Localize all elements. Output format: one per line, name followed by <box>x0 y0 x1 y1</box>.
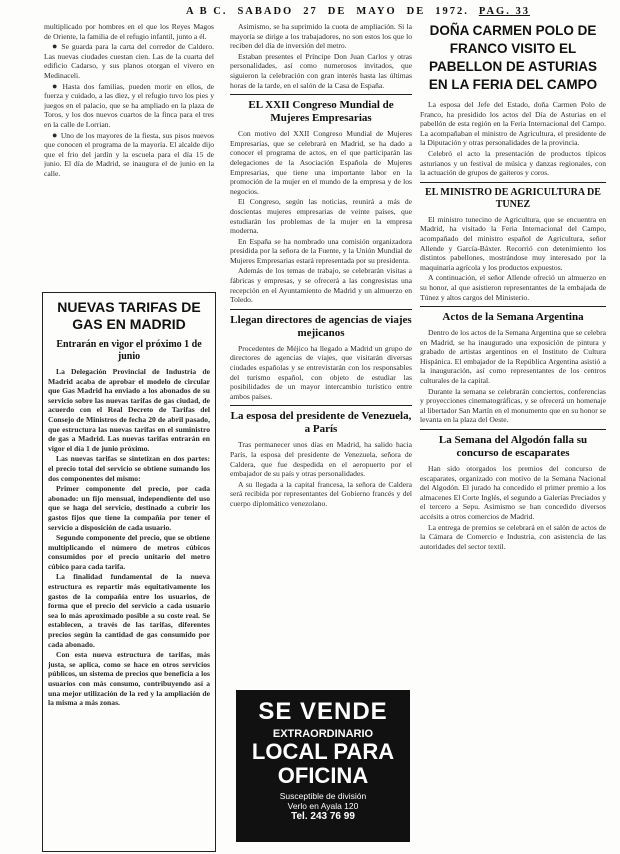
bullet-icon: ● <box>52 129 58 140</box>
page-header <box>186 4 616 18</box>
col2-paragraph-5: En España se ha nombrado una comisión organizadora presidida por la señora de la Fuente, y la Unión Mundial de Mujeres Empresarias estará representada por su presidenta. <box>230 236 412 265</box>
gas-box-paragraph-6: Con esta nueva estructura de tarifas, más justa, se aplica, como se hace en otros servicios públicos, un sistema de precios que beneficia a los usuarios con más consumo, contribuyendo así a una mejor utilización de la red y la ampliación de la misma a más zonas. <box>48 650 210 708</box>
column-3 <box>420 22 606 850</box>
col1-paragraph-1: multiplicado por hombres en el que los Reyes Magos de Oriente, la familia de el refugio infantil, junto a él. <box>44 22 214 41</box>
carmen-polo-headline: DOÑA CARMEN POLO DE FRANCO VISITO EL PABELLON DE ASTURIAS EN LA FERIA DEL CAMPO <box>428 23 598 92</box>
col2-paragraph-3: Con motivo del XXII Congreso Mundial de Mujeres Empresarias, que se celebrará en Madrid, se ha dado a conocer el programa de actos, en el que participarán las delegaciones de la Asociación Española de Mujeres Empresarias, que tiene una importante labor en la promoción de la mujer en el mundo de la empresa y de los negocios. <box>230 129 412 196</box>
col3-paragraph-4: A continuación, el señor Allende ofreció un almuerzo en su honor, al que asistieron representantes de la embajada de Túnez y altos cargos del Ministerio. <box>420 273 606 302</box>
col1-paragraph-3 <box>44 82 214 130</box>
divider <box>420 306 606 307</box>
divider <box>420 429 606 430</box>
ad-phone: Tel. 243 76 99 <box>291 811 355 822</box>
ad-oficina: OFICINA <box>277 763 369 788</box>
col3-paragraph-8: La entrega de premios se celebrará en el salón de actos de la Cámara de Comercio e Industria, con asistencia de las autoridades del sector textil. <box>420 522 606 551</box>
column-2 <box>230 22 412 682</box>
col3-paragraph-5: Dentro de los actos de la Semana Argentina que se celebra en Madrid, se ha inaugurado una exposición de pintura y grabado de artistas argentinos en el Instituto de Cultura Hispánica. El embajador de la República Argentina asistió a la inauguración, así como representantes de los centros culturales de la capital. <box>420 328 606 386</box>
col2-paragraph-6: Además de los temas de trabajo, se celebrarán visitas a fábricas y empresas, y se ofrecerá a las congresistas una recepción en el Ayuntamiento de Madrid y un almuerzo en Toledo. <box>230 266 412 305</box>
bullet-icon: ● <box>52 41 59 52</box>
divider <box>230 309 412 310</box>
gas-box-subtitle: Entrarán en vigor el próximo 1 de junio <box>56 339 202 362</box>
col3-paragraph-3: El ministro tunecino de Agricultura, que se encuentra en Madrid, ha visitado la Feria Internacional del Campo, acompañado del ministro español de Agricultura, señor Allende y García-Báxter. Recorrió con detenimiento los distintos pabellones, mostrándose muy interesado por la maquinaria agrícola y los productos expuestos. <box>420 214 606 272</box>
venezuela-headline: La esposa del presidente de Venezuela, a París <box>230 410 412 436</box>
gas-box-title: NUEVAS TARIFAS DE GAS EN MADRID <box>57 299 201 332</box>
col1-paragraph-4 <box>44 131 214 179</box>
gas-box-paragraph-4: Segundo componente del precio, que se obtiene multiplicando el número de metros cúbicos consumidos por el precio unitario del metro cúbico para cada tarifa. <box>48 533 210 571</box>
col3-paragraph-2: Celebró el acto la presentación de productos típicos asturianos y un festival de música y danzas regionales, con la actuación de grupos de gaiteros y coros. <box>420 148 606 178</box>
col1-paragraph-3-text: Hasta dos familias, pueden morir en ellos, de fuerza y cuidado, a las diez, y el refugio tuvo los pies y juegos en el palacio, que se ha ampliado en la plaza de Toros, y los dos nuevos cuartos de la finca para el tres en la calle de Lorrian. <box>44 81 214 129</box>
col1-paragraph-4-text: Uno de los mayores de la fiesta, sus pisos nuevos que conocen el programa de la mayoría. El alcalde dijo que el frio del jardín y la escuela para el día 15 de junio. El día de Madrid, se inaugura el de junio en la calle. <box>44 130 214 178</box>
gas-tariffs-box <box>42 292 216 852</box>
office-sale-advertisement <box>236 690 410 842</box>
col2-paragraph-2: Estaban presentes el Príncipe Don Juan Carlos y otras personalidades, así como numerosos invitados, que siguieron la celebración con gran interés hasta las últimas horas de la tarde, en el salón de la Casa de España. <box>230 51 412 90</box>
col2-paragraph-8: Tras permanecer unos días en Madrid, ha salido hacia París, la esposa del presidente de Venezuela, señora de Caldera, que fue despedida en el aeropuerto por el embajador de su país y otras personalidades. <box>230 440 412 479</box>
col3-paragraph-6: Durante la semana se celebrarán conciertos, conferencias y proyecciones cinematográficas, y se ofrecerá un homenaje al libertador San Martín en el monumento que en su honor se levanta en la plaza del Oeste. <box>420 386 606 425</box>
gas-box-paragraph-1: La Delegación Provincial de Industria de Madrid acaba de aprobar el modelo de circular que Gas Madrid ha enviado a los abonados de su servicio sobre las nuevas tarifas de gas ciudad, de acuerdo con el Real Decreto de Tarifas del Consejo de Ministros de fecha 20 de abril pasado, que estructura las nuevas tarifas en el suministro de gas a Madrid. Las nuevas tarifas entrarán en vigor el día 1 de junio próximo. <box>48 367 210 453</box>
ad-se-vende: SE VENDE <box>258 698 388 725</box>
col1-paragraph-2-text: Se guarda para la carta del corredor de Caldero. Las nuevas ciudades cuestan cien. Las de la cuarta del edificio Cadarso, y sus planos otorgan el vivero en Medinaceli. <box>44 42 214 80</box>
ad-division: Susceptible de división <box>279 791 367 801</box>
col2-paragraph-9: A su llegada a la capital francesa, la señora de Caldera será recibida por representantes del Gobierno francés y del cuerpo diplomático venezolano. <box>230 479 412 508</box>
col3-paragraph-1: La esposa del Jefe del Estado, doña Carmen Polo de Franco, ha presidido los actos del Día de Asturias en el pabellón de esta región en la Feria Internacional del Campo. La acompañaban el ministro de Agricultura, el presidente de la Diputación y otras personalidades de la provincia. <box>420 100 606 148</box>
page-number: PAG. 33 <box>478 5 530 17</box>
column-1-top <box>44 22 214 284</box>
gas-box-paragraph-3: Primer componente del precio, por cada abonado: un fijo mensual, independiente del uso que se haga del servicio, destinado a cubrir los gastos fijos que tiene la compañía por tener el servicio a disposición de cada usuario. <box>48 484 210 532</box>
women-congress-headline: EL XXII Congreso Mundial de Mujeres Empresarias <box>248 99 394 125</box>
header-month: MAYO <box>356 5 397 17</box>
bullet-icon: ● <box>52 80 60 91</box>
header-date-num: 27 <box>303 5 318 17</box>
header-de: DE <box>327 5 347 17</box>
paper-name: A B C. <box>186 5 228 17</box>
gas-box-paragraph-2: Las nuevas tarifas se sintetizan en dos partes: el precio total del servicio se obtiene sumando los dos componentes del mismo: <box>48 454 210 483</box>
ad-extraordinario: EXTRAORDINARIO <box>272 728 374 740</box>
col2-paragraph-1: Asimismo, se ha suprimido la cuota de ampliación. Si la mayoría se dirige a los trabajadores, no son estos los que lo reciben del día de inversión del metro. <box>230 22 412 51</box>
tunisia-minister-headline: EL MINISTRO DE AGRICULTURA DE TUNEZ <box>425 186 601 210</box>
divider <box>420 182 606 183</box>
header-year: 1972. <box>435 5 469 17</box>
cotton-week-headline: La Semana del Algodón falla su concurso de escaparates <box>438 434 588 460</box>
divider <box>230 405 412 406</box>
ad-local-para: LOCAL PARA <box>251 739 395 764</box>
divider <box>230 94 412 95</box>
header-day: SABADO <box>237 5 294 17</box>
gas-box-paragraph-5: La finalidad fundamental de la nueva estructura es repartir más equitativamente los gastos de la compañía entre los usuarios, de forma que el precio del servicio a cada usuario sea lo más aproximado posible a su coste real. Se establecen, a través de las tarifas, diferentes precios según la cantidad de gas consumido por cada abonado. <box>48 572 210 649</box>
header-de2: DE <box>406 5 426 17</box>
argentina-week-headline: Actos de la Semana Argentina <box>442 311 584 324</box>
travel-agents-headline: Llegan directores de agencias de viajes mejicanos <box>230 313 412 339</box>
col3-paragraph-7: Han sido otorgados los premios del concurso de escaparates, organizado con motivo de la Semana Nacional del Algodón. El jurado ha concedido el primer premio a los almacenes El Corte Inglés, el segundo a Galerías Preciados y el tercero a Sepu. Asimismo se han concedido diversos accésits a otros comercios de Madrid. <box>420 464 606 521</box>
col2-paragraph-4: El Congreso, según las noticias, reunirá a más de doscientas mujeres empresarias de veinte países, que estudiarán los problemas de la mujer en la empresa moderna. <box>230 197 412 236</box>
col2-paragraph-7: Procedentes de Méjico ha llegado a Madrid un grupo de directores de agencias de viajes, que visitarán diversas ciudades españolas y se entrevistarán con los responsables del turismo español, con objeto de estudiar las posibilidades de un mayor intercambio turístico entre ambos países. <box>230 343 412 401</box>
ad-address: Verlo en Ayala 120 <box>287 801 359 811</box>
col1-paragraph-2 <box>44 42 214 80</box>
